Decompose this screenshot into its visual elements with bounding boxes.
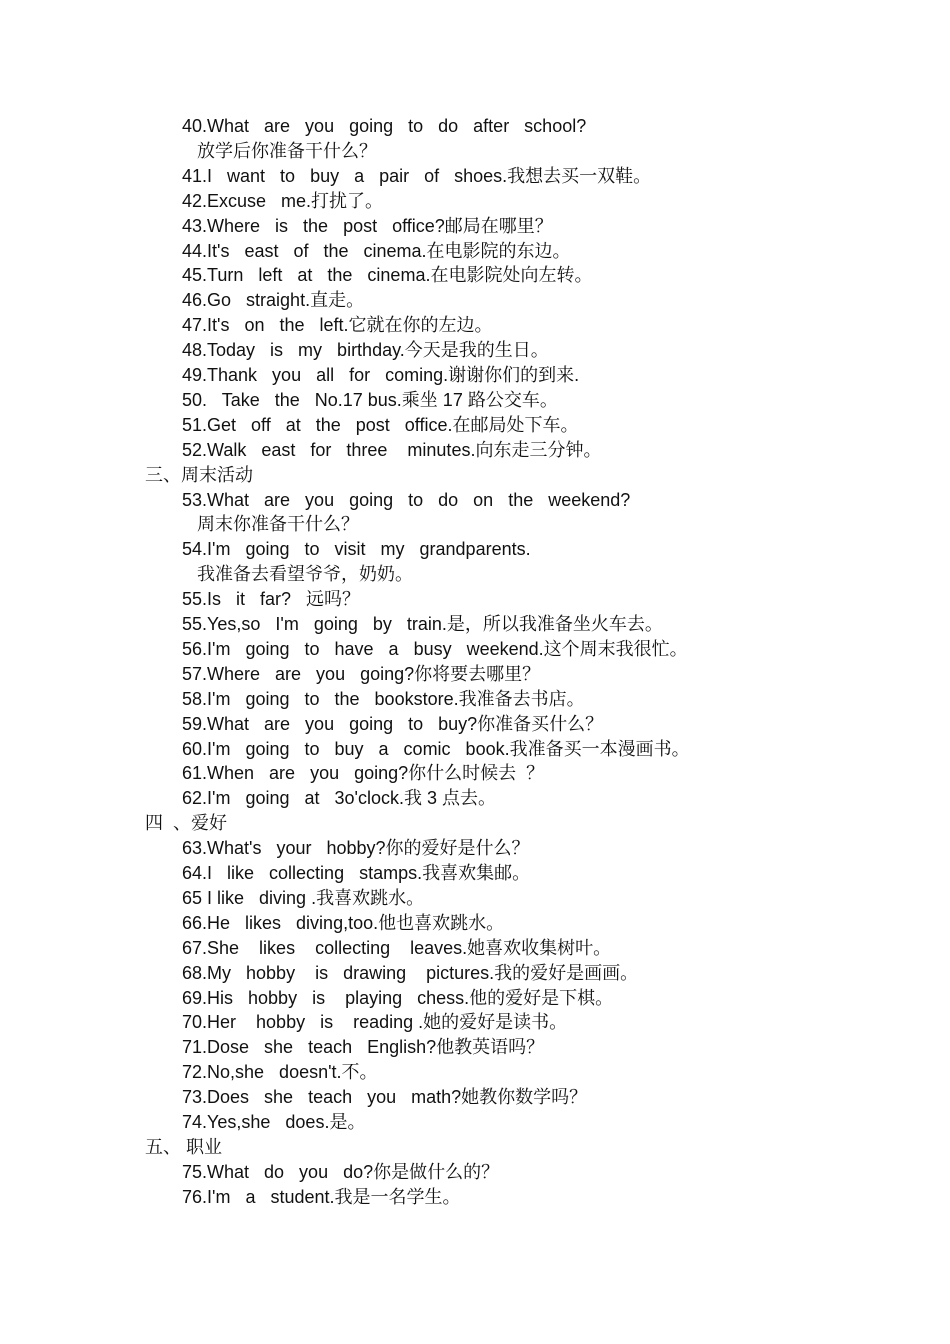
section-heading: 四 、爱好 [145, 813, 228, 833]
phrase-line: 53.What are you going to do on the weekend? [182, 490, 631, 510]
phrase-line: 63.What's your hobby?你的爱好是什么？ [182, 838, 530, 858]
translation-line: 我准备去看望爷爷，奶奶。 [197, 564, 413, 584]
phrase-line: 44.It's east of the cinema.在电影院的东边。 [182, 241, 571, 261]
phrase-line: 42.Excuse me.打扰了。 [182, 191, 384, 211]
phrase-line: 51.Get off at the post office.在邮局处下车。 [182, 415, 579, 435]
phrase-line: 74.Yes,she does.是。 [182, 1112, 366, 1132]
phrase-line: 57.Where are you going?你将要去哪里？ [182, 664, 541, 684]
phrase-line: 46.Go straight.直走。 [182, 290, 365, 310]
phrase-line: 52.Walk east for three minutes.向东走三分钟。 [182, 440, 602, 460]
translation-line: 周末你准备干什么？ [197, 514, 359, 534]
phrase-line: 55.Yes,so I'm going by train.是，所以我准备坐火车去。 [182, 614, 663, 634]
phrase-line: 61.When are you going?你什么时候去 ？ [182, 763, 545, 783]
phrase-line: 66.He likes diving,too.他也喜欢跳水。 [182, 913, 505, 933]
phrase-line: 56.I'm going to have a busy weekend.这个周末我很忙。 [182, 639, 688, 659]
phrase-line: 45.Turn left at the cinema.在电影院处向左转。 [182, 265, 593, 285]
phrase-line: 69.His hobby is playing chess.他的爱好是下棋。 [182, 988, 614, 1008]
phrase-line: 43.Where is the post office?邮局在哪里？ [182, 216, 553, 236]
phrase-line: 50. Take the No.17 bus.乘坐 17 路公交车。 [182, 390, 558, 410]
phrase-line: 55.Is it far? 远吗？ [182, 589, 361, 609]
phrase-line: 47.It's on the left.它就在你的左边。 [182, 315, 493, 335]
section-heading: 五、 职业 [145, 1137, 223, 1157]
phrase-line: 48.Today is my birthday.今天是我的生日。 [182, 340, 549, 360]
phrase-line: 49.Thank you all for coming.谢谢你们的到来. [182, 365, 580, 385]
phrase-line: 62.I'm going at 3o'clock.我 3 点去。 [182, 788, 496, 808]
phrase-line: 72.No,she doesn't.不。 [182, 1062, 378, 1082]
phrase-line: 40.What are you going to do after school? [182, 116, 587, 136]
phrase-line: 60.I'm going to buy a comic book.我准备买一本漫画书。 [182, 739, 690, 759]
phrase-line: 73.Does she teach you math?她教你数学吗？ [182, 1087, 588, 1107]
translation-line: 放学后你准备干什么？ [197, 141, 377, 161]
phrase-line: 54.I'm going to visit my grandparents. [182, 539, 531, 559]
phrase-line: 76.I'm a student.我是一名学生。 [182, 1187, 461, 1207]
phrase-line: 75.What do you do?你是做什么的？ [182, 1162, 500, 1182]
phrase-line: 41.I want to buy a pair of shoes.我想去买一双鞋。 [182, 166, 652, 186]
phrase-line: 67.She likes collecting leaves.她喜欢收集树叶。 [182, 938, 612, 958]
phrase-line: 58.I'm going to the bookstore.我准备去书店。 [182, 689, 585, 709]
phrase-line: 59.What are you going to buy?你准备买什么？ [182, 714, 604, 734]
phrase-line: 68.My hobby is drawing pictures.我的爱好是画画。 [182, 963, 639, 983]
phrase-line: 70.Her hobby is reading .她的爱好是读书。 [182, 1012, 568, 1032]
phrase-line: 64.I like collecting stamps.我喜欢集邮。 [182, 863, 531, 883]
phrase-line: 71.Dose she teach English?他教英语吗？ [182, 1037, 545, 1057]
phrase-line: 65 I like diving .我喜欢跳水。 [182, 888, 425, 908]
section-heading: 三、周末活动 [145, 465, 253, 485]
